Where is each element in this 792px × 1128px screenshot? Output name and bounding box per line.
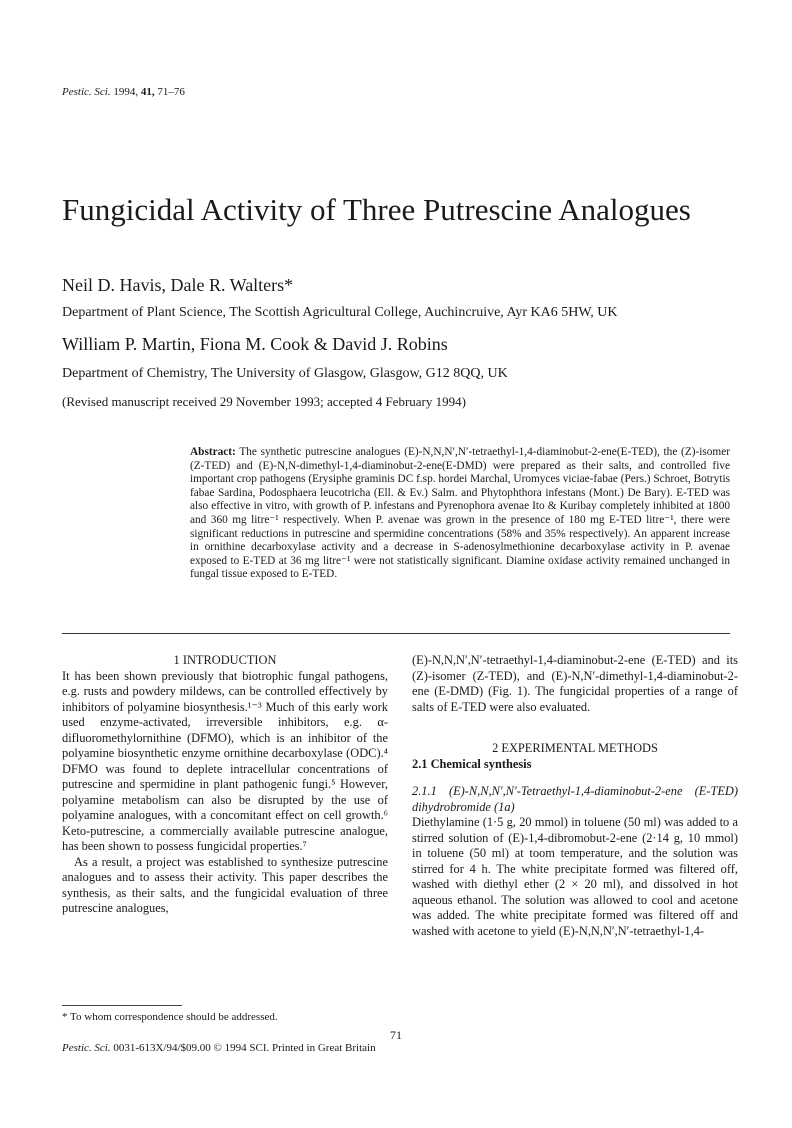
introduction-paragraph-3: (E)-N,N,N′,N′-tetraethyl-1,4-diaminobut-2-ene (E-TED) and its (Z)-isomer (Z-TED), and (E)-N,N′-dimethyl-1,4-diaminobut-2-ene (E-DMD) (Fig. 1). The fungicidal properties of a range of salts of E-TED were also evaluated. bbox=[412, 653, 738, 714]
affiliation-1: Department of Plant Science, The Scottish Agricultural College, Auchincruive, Ayr KA6 5HW, UK bbox=[62, 305, 618, 320]
journal-year: 1994, bbox=[113, 86, 139, 98]
received-dates: (Revised manuscript received 29 November 1993; accepted 4 February 1994) bbox=[62, 394, 466, 409]
introduction-paragraph-2: As a result, a project was established to synthesize putrescine analogues and to assess their activity. This paper describes the synthesis, as their salts, and the fungicidal evaluation of three putrescine analogues, bbox=[62, 854, 388, 915]
left-column bbox=[62, 653, 388, 917]
abstract bbox=[190, 446, 730, 582]
footnote-rule bbox=[62, 1005, 182, 1006]
affiliation-2: Department of Chemistry, The University of Glasgow, Glasgow, G12 8QQ, UK bbox=[62, 366, 508, 381]
journal-pages: 71–76 bbox=[157, 86, 185, 98]
page-number: 71 bbox=[390, 1028, 402, 1042]
introduction-heading: 1 INTRODUCTION bbox=[173, 653, 277, 667]
footnote: * To whom correspondence should be addressed. bbox=[62, 1011, 278, 1023]
methods-heading: 2 EXPERIMENTAL METHODS bbox=[492, 741, 658, 755]
abstract-label: Abstract: bbox=[190, 446, 236, 458]
chemical-synthesis-heading: 2.1 Chemical synthesis bbox=[412, 756, 532, 771]
synthesis-paragraph: Diethylamine (1·5 g, 20 mmol) in toluene (50 ml) was added to a stirred solution of (E)-1,4-dibromobut-2-ene (2·14 g, 10 mmol) in toluene (50 ml) at toom temperature, and the solution was stirred for 4 h. The white precipitate formed was filtered off, washed with diethyl ether (2 × 20 ml), and dissolved in hot aqueous ethanol. The solution was allowed to cool and acetone was added. The white precipitate formed was filtered off and washed with acetone to yield (E)-N,N,N′,N′-tetraethyl-1,4- bbox=[412, 815, 738, 938]
abstract-text: The synthetic putrescine analogues (E)-N,N,N′,N′-tetraethyl-1,4-diaminobut-2-ene(E-TED), the (Z)-isomer (Z-TED) and (E)-N,N-dimethyl-1,4-diaminobut-2-ene(E-DMD) were prepared as their salts, and controlled five important crop pathogens (Erysiphe graminis DC f.sp. hordei Marchal, Uromyces viciae-fabae (Pers.) Schroet, Botrytis fabae Sardina, Podosphaera leucotricha (Ell. & Ev.) Salm. and Phytophthora infestans (Mont.) De Bary). E-TED was also effective in vitro, with growth of P. infestans and Pyrenophora avenae Ito & Kuribay completely inhibited at 1800 and 360 mg litre⁻¹ respectively. When P. avenae was grown in the presence of 180 mg E-TED litre⁻¹, there were significant reductions in putrescine and spermidine concentrations (58% and 35% respectively). An apparent increase in ornithine decarboxylase activity and a decrease in S-adenosylmethionine decarboxylase activity in P. avenae exposed to E-TED at 36 mg litre⁻¹ were not statistically significant. Diamine oxidase activity remained unchanged in fungal tissue exposed to E-TED. bbox=[190, 446, 730, 581]
journal-name: Pestic. Sci. bbox=[62, 86, 111, 98]
section-divider bbox=[62, 633, 730, 634]
page-footer bbox=[62, 1042, 376, 1054]
introduction-paragraph-1: It has been shown previously that biotrophic fungal pathogens, e.g. rusts and powdery mildews, can be controlled effectively by inhibitors of polyamine biosynthesis.¹⁻³ Much of this early work used enzyme-activated, irreversible inhibitors, e.g. α-difluoromethylornithine (DFMO), which is an inhibitor of the polyamine biosynthetic enzyme ornithine decarboxylase (ODC).⁴ DFMO was found to deplete intracellular concentrations of putrescine and spermidine in plant pathogenic fungi.⁵ However, polyamine metabolism can also be disrupted by the use of polyamine analogues, with a concomitant effect on cell growth.⁶ Keto-putrescine, a commercially available putrescine analogue, has been shown to possess fungicidal properties.⁷ bbox=[62, 668, 388, 853]
paper-title: Fungicidal Activity of Three Putrescine Analogues bbox=[62, 192, 691, 227]
right-column bbox=[412, 653, 738, 939]
journal-volume: 41, bbox=[140, 86, 155, 98]
authors-group-2: William P. Martin, Fiona M. Cook & David J. Robins bbox=[62, 334, 448, 354]
footer-journal: Pestic. Sci. bbox=[62, 1042, 111, 1054]
authors-group-1: Neil D. Havis, Dale R. Walters* bbox=[62, 275, 294, 295]
journal-reference bbox=[62, 86, 185, 98]
synthesis-subheading: 2.1.1 (E)-N,N,N′,N′-Tetraethyl-1,4-diaminobut-2-ene (E-TED) dihydrobromide (1a) bbox=[412, 784, 738, 814]
footer-text: 0031-613X/94/$09.00 © 1994 SCI. Printed in Great Britain bbox=[113, 1042, 376, 1054]
